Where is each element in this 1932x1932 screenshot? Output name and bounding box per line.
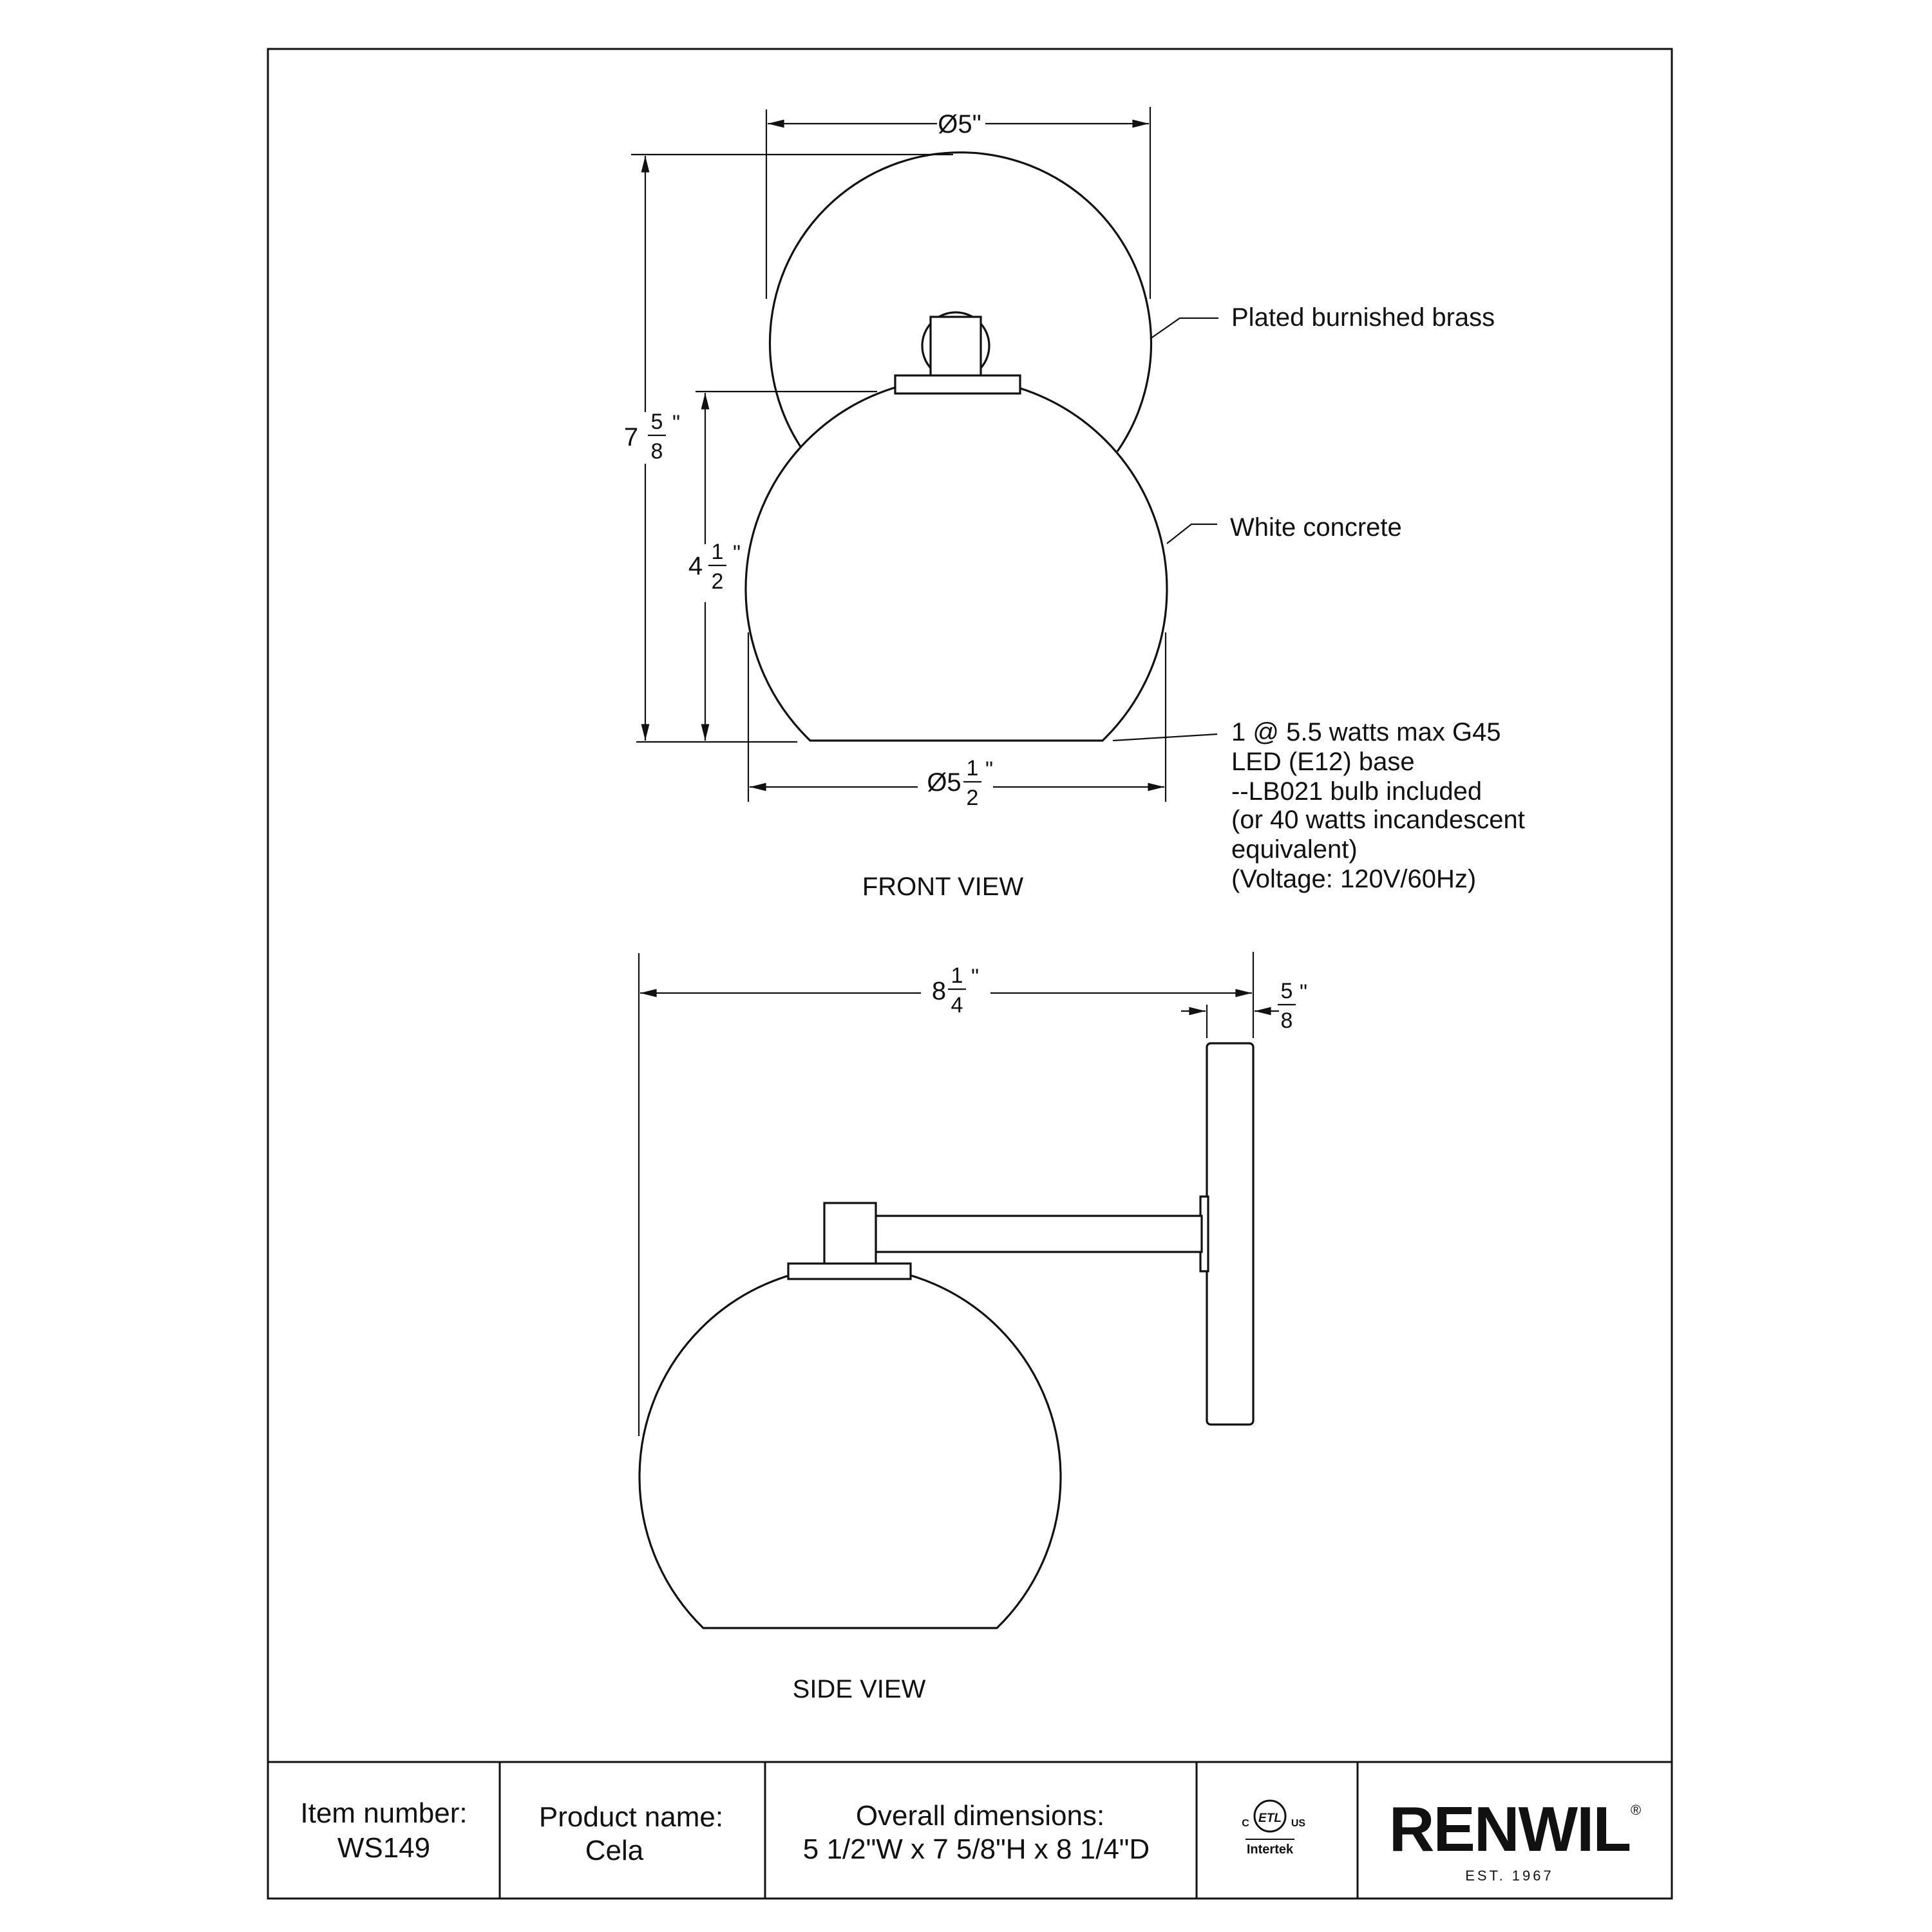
dim-depth-whole: 8 xyxy=(931,977,947,1005)
dim-shade-height-num: 1 xyxy=(711,540,724,564)
side-wallplate xyxy=(1207,1043,1253,1425)
side-view xyxy=(639,952,1307,1703)
dim-depth-unit: " xyxy=(971,965,980,989)
annotation-lamp-line-4: (or 40 watts incandescent xyxy=(1231,806,1525,834)
dim-bottom-diameter-unit: " xyxy=(985,757,994,782)
etl-certification-mark xyxy=(1242,1801,1305,1857)
dim-overall-height-den: 8 xyxy=(650,439,663,464)
dim-depth-den: 4 xyxy=(951,993,963,1018)
dim-bottom-diameter-den: 2 xyxy=(966,786,979,810)
annotation-shade: White concrete xyxy=(1230,513,1402,542)
dim-plate-unit: " xyxy=(1300,980,1308,1005)
intertek-text: Intertek xyxy=(1246,1842,1294,1857)
dim-plate-num: 5 xyxy=(1280,979,1293,1003)
overall-dimensions-value: 5 1/2"W x 7 5/8"H x 8 1/4"D xyxy=(802,1833,1150,1865)
brand-registered-mark: ® xyxy=(1631,1802,1642,1818)
item-number-value: WS149 xyxy=(337,1832,431,1864)
dim-shade-height-den: 2 xyxy=(711,569,724,594)
annotation-lamp-line-2: LED (E12) base xyxy=(1231,748,1415,776)
renwil-logo xyxy=(1389,1794,1641,1884)
side-view-label: SIDE VIEW xyxy=(792,1675,926,1703)
side-socket xyxy=(824,1203,876,1265)
title-block xyxy=(268,1762,1672,1899)
front-view xyxy=(624,107,1525,901)
overall-dimensions-label: Overall dimensions: xyxy=(855,1800,1105,1832)
front-view-label: FRONT VIEW xyxy=(862,873,1024,901)
dim-bottom-diameter-whole: Ø5 xyxy=(927,768,961,797)
side-cap xyxy=(788,1264,911,1279)
annotation-lamp-line-5: equivalent) xyxy=(1231,835,1358,864)
dim-shade-height-unit: " xyxy=(733,541,741,565)
dim-top-diameter: Ø5" xyxy=(938,110,981,138)
item-number-label: Item number: xyxy=(300,1797,468,1829)
brand-established: EST. 1967 xyxy=(1465,1868,1554,1884)
dim-bottom-diameter-num: 1 xyxy=(966,756,979,781)
etl-us-text: US xyxy=(1291,1818,1306,1829)
front-cap-plate xyxy=(895,375,1020,393)
product-name-label: Product name: xyxy=(538,1801,724,1833)
leader-backplate xyxy=(1150,318,1218,339)
annotation-backplate: Plated burnished brass xyxy=(1231,303,1495,332)
etl-c-text: C xyxy=(1242,1818,1249,1829)
brand-name: RENWIL xyxy=(1388,1794,1631,1864)
front-socket-stem xyxy=(931,317,981,376)
leader-shade xyxy=(1167,524,1217,544)
product-name-value: Cela xyxy=(585,1835,644,1866)
annotation-lamp-line-1: 1 @ 5.5 watts max G45 xyxy=(1231,718,1501,746)
dim-plate-den: 8 xyxy=(1280,1009,1293,1033)
dim-overall-height-unit: " xyxy=(672,411,681,435)
dim-overall-height-num: 5 xyxy=(650,410,663,434)
annotation-lamp-line-6: (Voltage: 120V/60Hz) xyxy=(1231,865,1477,893)
annotation-lamp-line-3: --LB021 bulb included xyxy=(1231,777,1482,806)
side-arm xyxy=(876,1216,1202,1252)
etl-mark-text: ETL xyxy=(1258,1812,1282,1825)
dim-shade-height-whole: 4 xyxy=(688,552,703,580)
dim-overall-height-whole: 7 xyxy=(623,423,639,451)
side-shade xyxy=(639,1267,1061,1628)
dim-depth-num: 1 xyxy=(951,963,963,988)
